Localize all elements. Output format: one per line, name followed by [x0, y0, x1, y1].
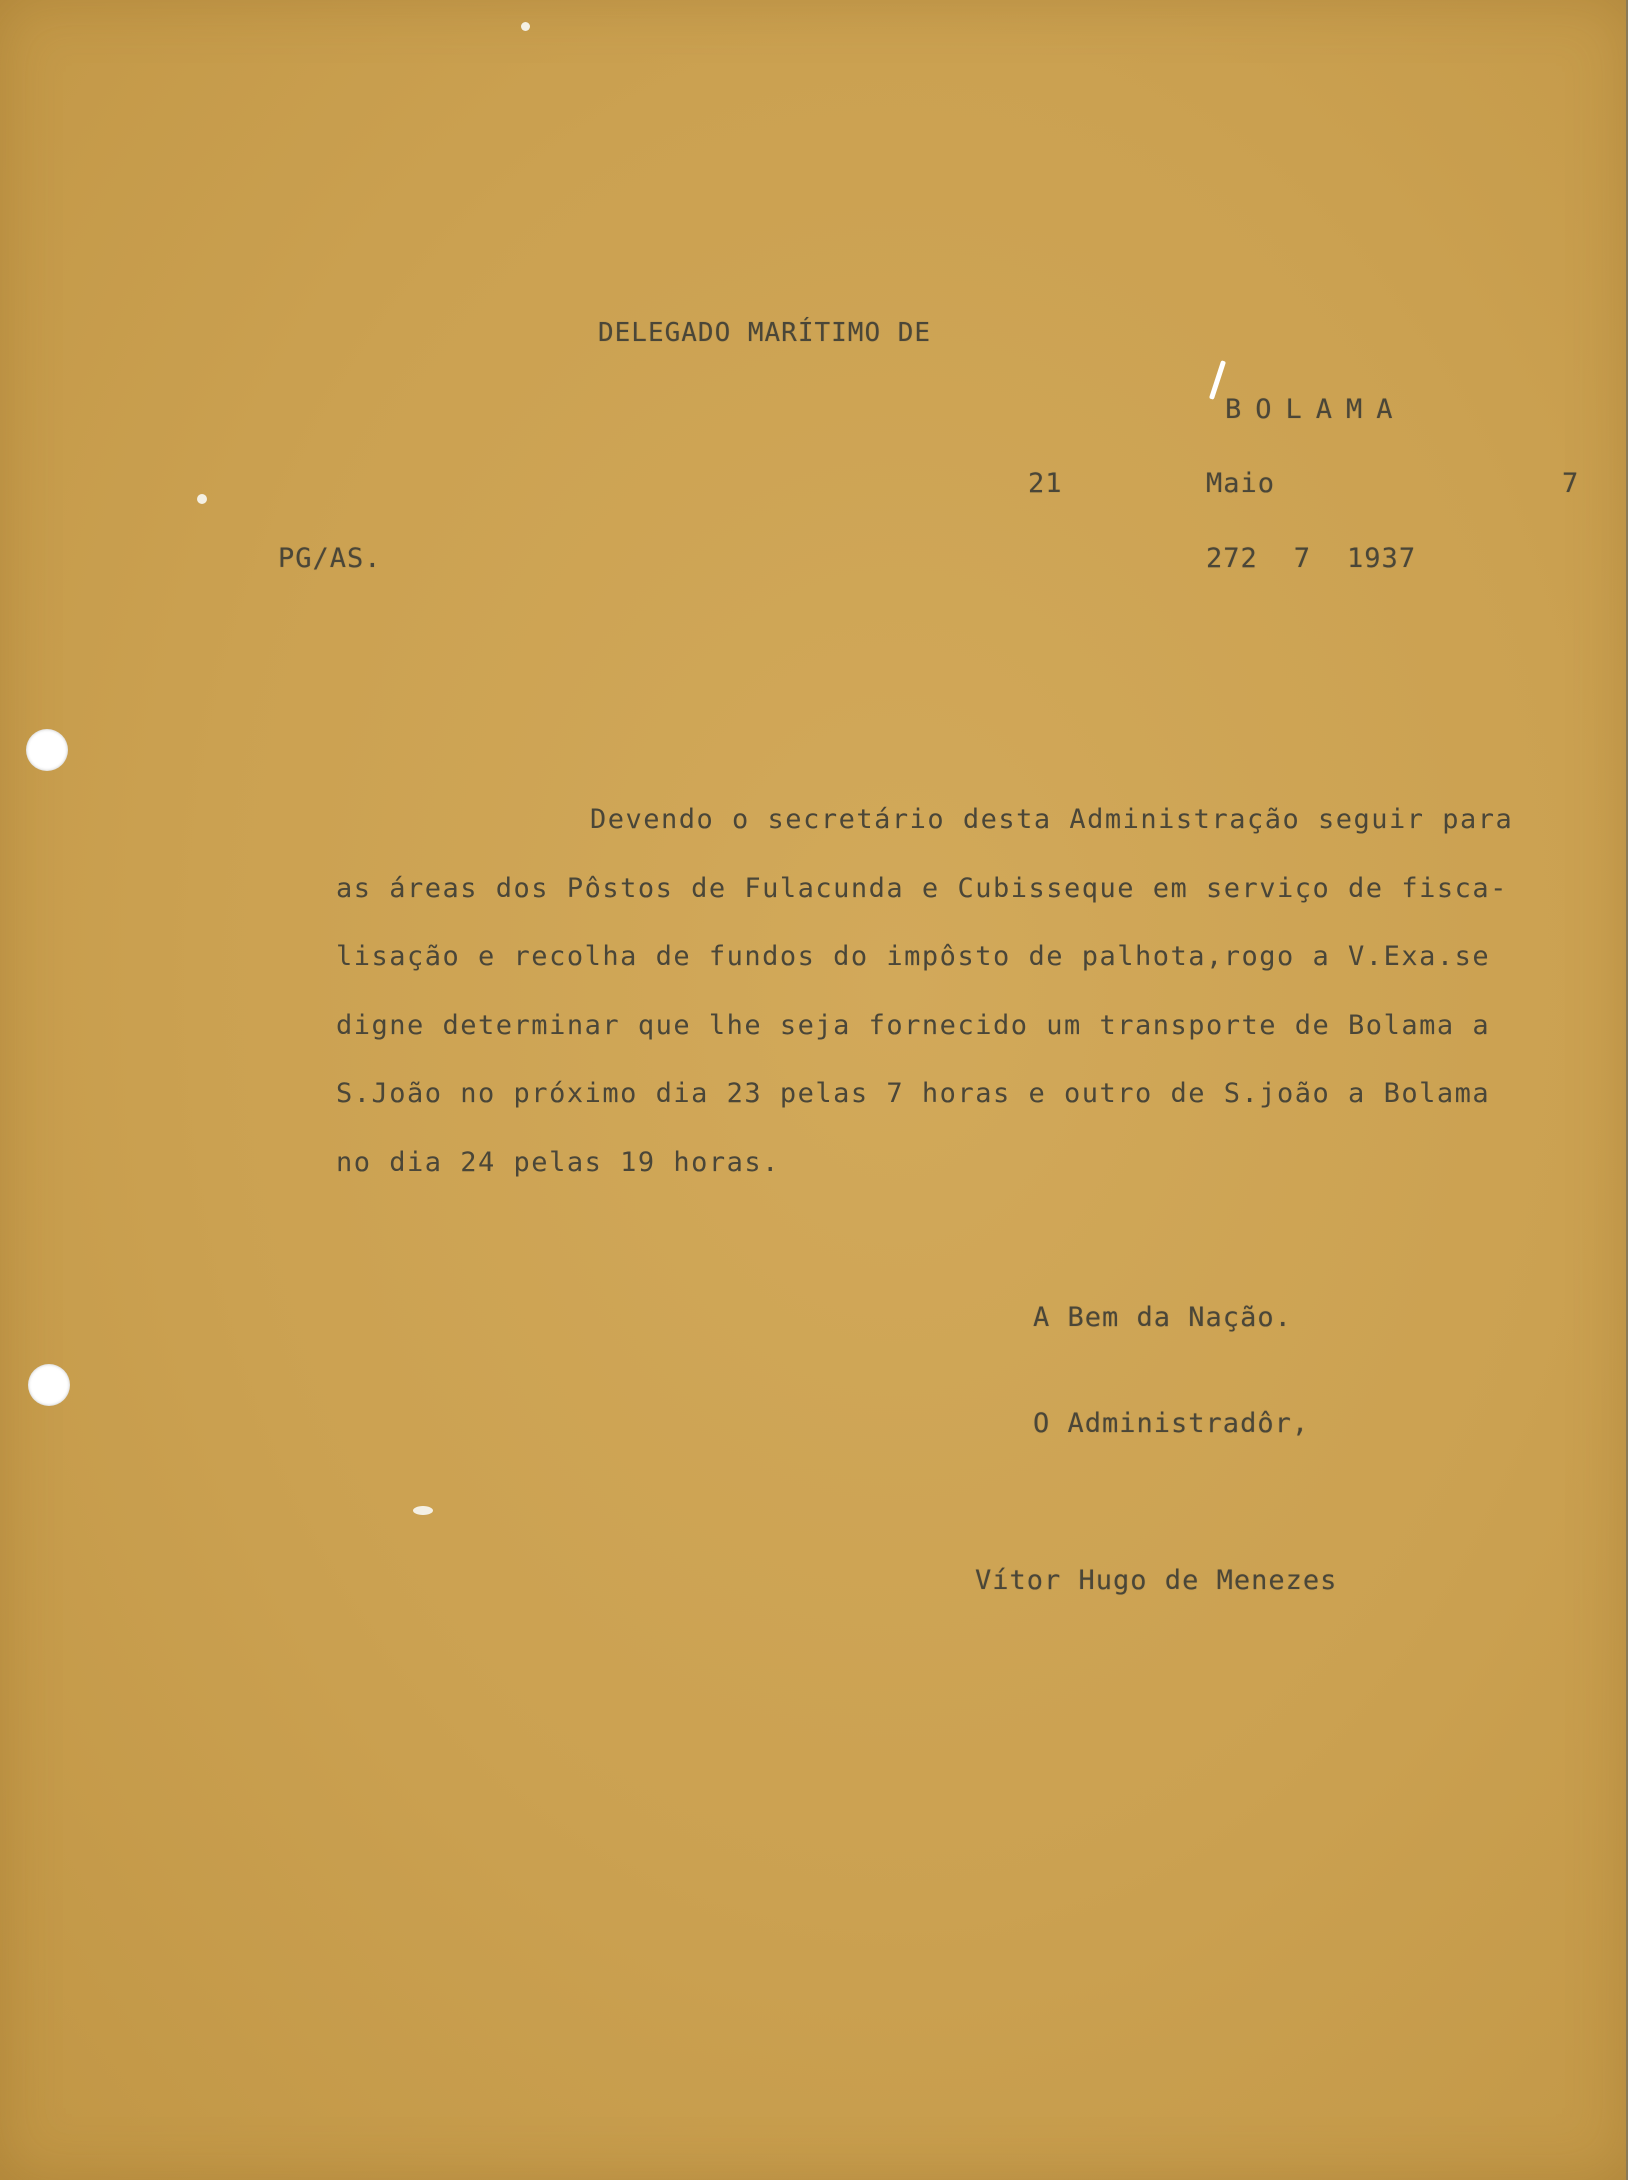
- body-line: S.João no próximo dia 23 pelas 7 horas e outro de S.joão a Bolama: [336, 1078, 1491, 1109]
- closing-title: O Administradôr,: [1033, 1408, 1310, 1439]
- registry-series: 7: [1293, 543, 1312, 574]
- body-line: lisação e recolha de fundos do impôsto de palhota,rogo a V.Exa.se: [336, 941, 1491, 972]
- paper-speck: [413, 1506, 433, 1515]
- signature-name: Vítor Hugo de Menezes: [975, 1565, 1338, 1596]
- pen-mark: [1209, 360, 1226, 400]
- body-line: no dia 24 pelas 19 horas.: [336, 1146, 780, 1178]
- letter-body: [336, 786, 1626, 1197]
- registry-line: [1206, 543, 1416, 574]
- margin-number: 7: [1562, 468, 1580, 499]
- body-line: Devendo o secretário desta Administração seguir para: [590, 804, 1514, 835]
- body-line: digne determinar que lhe seja fornecido um transporte de Bolama a: [336, 1009, 1491, 1041]
- punch-hole: [26, 729, 68, 771]
- place-name: BOLAMA: [1225, 394, 1407, 425]
- body-line: as áreas dos Pôstos de Fulacunda e Cubisseque em serviço de fisca-: [336, 872, 1508, 904]
- punch-hole: [28, 1364, 70, 1406]
- date-day: 21: [1028, 468, 1063, 499]
- closing-salutation: A Bem da Nação.: [1033, 1302, 1292, 1333]
- date-month: Maio: [1206, 468, 1276, 499]
- paper-speck: [197, 494, 207, 504]
- paper-speck: [521, 22, 530, 31]
- year: 1937: [1347, 543, 1417, 574]
- addressee-heading: DELEGADO MARÍTIMO DE: [598, 318, 932, 348]
- registry-number: 272: [1206, 543, 1258, 574]
- reference-code: PG/AS.: [278, 543, 382, 574]
- paper-edge: [1626, 0, 1643, 2180]
